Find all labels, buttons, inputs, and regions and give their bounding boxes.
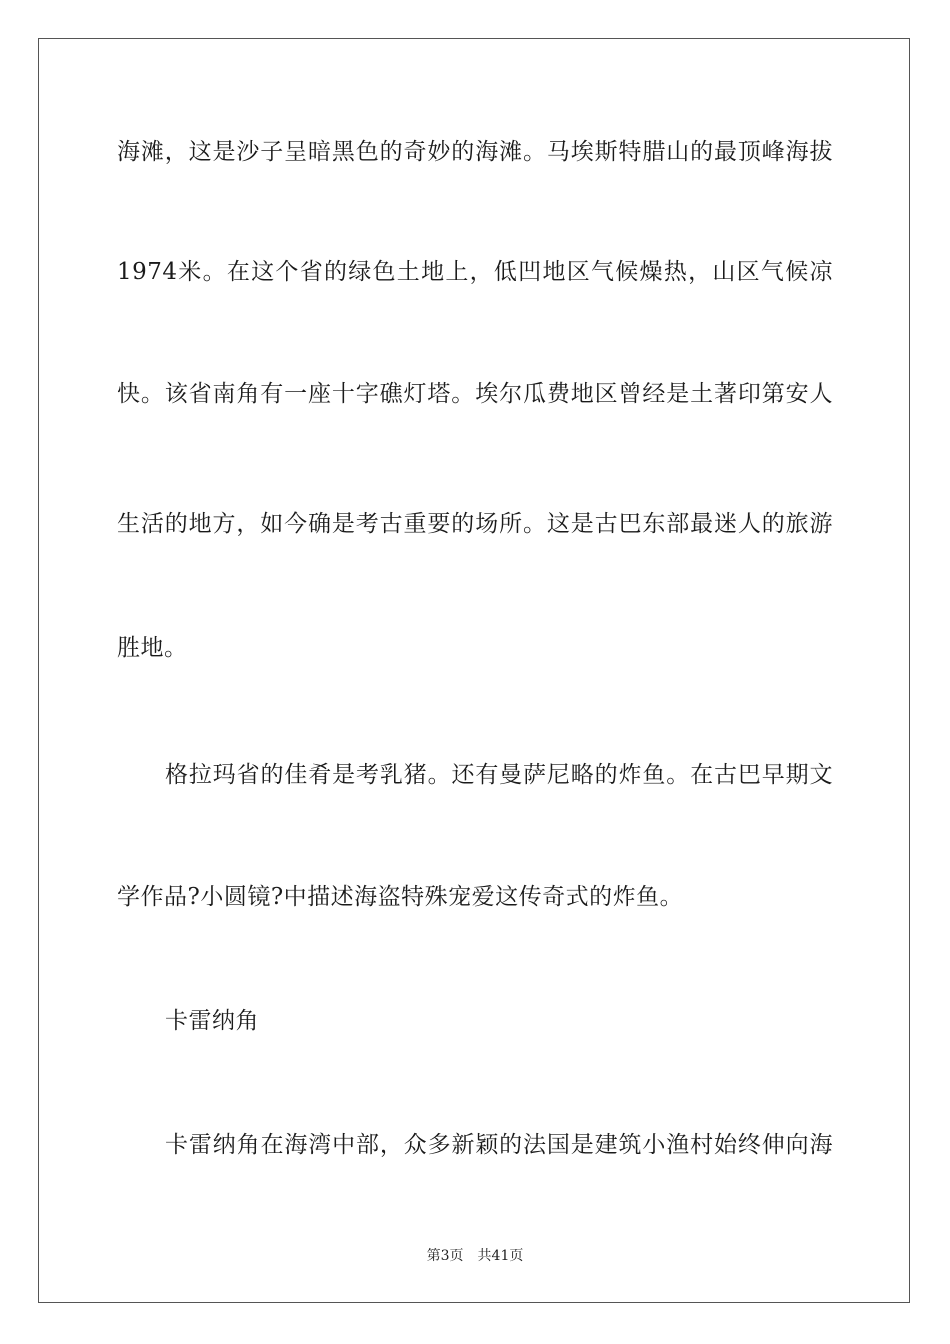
text-line: 学作品?小圆镜?中描述海盗特殊宠爱这传奇式的炸鱼。 — [117, 884, 684, 910]
text-line: 快。该省南角有一座十字礁灯塔。埃尔瓜费地区曾经是土著印第安人 — [117, 381, 833, 407]
text-line: 卡雷纳角在海湾中部，众多新颖的法国是建筑小渔村始终伸向海 — [165, 1132, 833, 1158]
text-line: 胜地。 — [117, 635, 188, 661]
text-line: 海滩，这是沙子呈暗黑色的奇妙的海滩。马埃斯特腊山的最顶峰海拔 — [117, 139, 833, 165]
page-footer — [0, 1247, 950, 1265]
page-total: 共41页 — [477, 1248, 524, 1264]
page-border — [38, 38, 910, 1303]
page-number: 第3页 — [426, 1248, 464, 1264]
section-heading: 卡雷纳角 — [165, 1008, 259, 1034]
text-line: 格拉玛省的佳肴是考乳猪。还有曼萨尼略的炸鱼。在古巴早期文 — [165, 762, 833, 788]
text-line: 生活的地方，如今确是考古重要的场所。这是古巴东部最迷人的旅游 — [117, 511, 833, 537]
text-line: 1974米。在这个省的绿色土地上，低凹地区气候燥热，山区气候凉 — [117, 259, 833, 285]
